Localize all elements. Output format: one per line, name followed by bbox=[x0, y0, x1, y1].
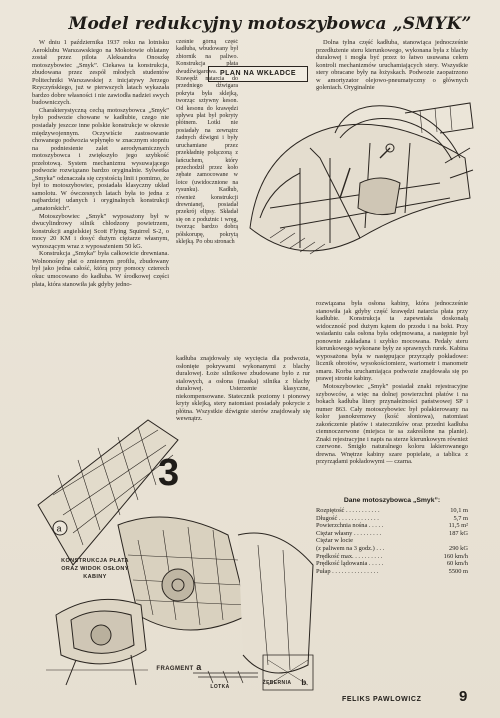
spec-label: Prędkość lądowania . . . . . bbox=[316, 560, 384, 568]
plan-banner: PLAN NA WKŁADCE bbox=[208, 66, 308, 82]
specifications-table bbox=[316, 497, 468, 575]
spec-label: Rozpiętość . . . . . . . . . . . bbox=[316, 507, 380, 514]
spec-value: 5500 m bbox=[448, 567, 468, 575]
spec-label: (z paliwem na 3 godz.) . . . bbox=[316, 544, 385, 552]
spec-value bbox=[464, 537, 468, 545]
article-title: Model redukcyjny motoszybowca „SMYK” bbox=[68, 14, 472, 34]
spec-row bbox=[316, 568, 468, 576]
paragraph: Charakterystyczną cechą motoszybowca „Smyk” było podwozie chowane w kadłubie, czego nie posiadały jeszcze inne polskie konstrukcje w okresie międzywojennym. Oczywiście zastosowanie chowanego podwozia wpłynęło w znacznym stopniu na podniesienie zalet aerodynamicznych motoszybowca i zwiększyło jego szybkość przełotową. System mechanizmu wysuwającego podwozie rozwiązano bardzo oryginalnie. Sylwetka „Smyka” odznaczała się czystością linii i pomimo, że był to motoszybowiec, posiadała klasyczny układ samolotu. W ówczesnych latach była to jedna z najbardziej udanych i oryginalnych konstrukcji „amatorskich”. bbox=[32, 106, 169, 213]
spec-row bbox=[316, 530, 468, 538]
specs-title: Dane motoszybowca „Smyk”: bbox=[343, 497, 441, 504]
spec-row bbox=[316, 553, 468, 561]
paragraph: Motoszybowiec „Smyk” posiadał znaki rejestracyjne szybowców, a więc na dolnej powierzchni płatów i na bokach kadłuba litery przynałeżności państwowej SP i numer 863. Cały motoszybowiec był polakierowany na kolor jasnokremowy (kość słoniowa), natomiast zakończenie płatów i stateczników oraz przedni kadłuba ciemnoczerwone (miejsca te sa zakreślone na planie). Znaki rejestracyjne i napis na sterze kierunkowym również czerwone. Śmigło naturalnego koloru lakierowanego drewna. Wnętrze kabiny szare popielate, a tablica z przyrządami pokładowymi — czarna. bbox=[316, 383, 468, 466]
spec-row bbox=[316, 537, 468, 545]
paragraph: W dniu 1 października 1937 roku na lotnisku Aeroklubu Warszawskiego na Mokotowie oblatany został przez pilota Aleksandra Onoszkę motoszybowiec „Smyk”. Ciekawa ta konstrukcja, zbudowana przez zespół młodych studentów Politechniki Warszawskiej z inicjatywy Jerzego Rzyczyńskiego, już w pierwszych latach wykazała bardzo dobre własności i nie zawiodła nadziei swych budowniczych. bbox=[32, 39, 169, 107]
spec-label: Powierzchnia nośna . . . . . bbox=[316, 522, 384, 530]
spec-value: 11,5 m² bbox=[448, 522, 468, 530]
spec-row bbox=[316, 522, 468, 530]
figure-number-3: 3 bbox=[158, 452, 180, 494]
spec-label: Ciężar w locie bbox=[316, 537, 353, 545]
paragraph: Konstrukcja „Smyka” była całkowicie drewniana. Wolnonośny płat o zmiennym profilu, zbudowany był jako jedna całość, którą przy pomocy czterech okuc umocowano do kadłuba. W środkowej części płata, która stanowiła jak gdyby jedno- bbox=[32, 250, 169, 288]
spec-value: 5,7 m bbox=[453, 514, 468, 522]
paragraph: rozwiązana była osłona kabiny, która jednocześnie stanowiła jak gdyby część krawędzi natarcia płata przy kadłubie. Konstrukcja ta zapewniała doskonałą widoczność pod dużym kątem do przodu i na boki. Przy wsiadaniu cała osłona była odejmowana, a następnie był ponownie zakładana i szybko mocowana. Pedały steru kierunkowego wykonane były ze sprawnych rurek. Kabina wyposażona była w następujące przyrządy pokładowe: licznik obrotów, wysokościomierz, wariometr i manometr smaru. Korba uruchamiająca podwozie znajdowała się po prawej stronie kabiny. bbox=[316, 300, 468, 383]
spec-label: Ciężar własny . . . . . . . . . bbox=[316, 529, 382, 537]
cockpit-cutaway-illustration bbox=[240, 88, 475, 293]
spec-label: Długość . . . . . . . . . . . . . bbox=[316, 514, 379, 522]
label-kabiny: KABINY bbox=[83, 574, 107, 580]
spec-label: Prędkość max. . . . . . . . . . bbox=[316, 552, 383, 560]
author-byline: FELIKS PAWLOWICZ bbox=[342, 696, 422, 703]
marker-a: a bbox=[56, 523, 62, 534]
spec-value: 187 kG bbox=[449, 529, 468, 537]
spec-row bbox=[316, 515, 468, 523]
paragraph: Dolna tylna część kadłuba, stanowiąca jednocześnie przedłużenie steru kierunkowego, wykonana była z blachy duralowej i mogła być przez to łatwo usuwana celem kontroli mechanizmów uruchamiających stery. Wszystkie stery obracane były na łożyskach. Podwozie zaopatrzono w amortyzator olejowo-pneumatyczny o głównych goleniach. Oryginalnie bbox=[316, 39, 468, 92]
page-number: 9 bbox=[459, 688, 468, 705]
paragraph: Motoszybowiec „Smyk” wyposażony był w dwucylindrowy silnik chłodzony powietrzem, konstrukcji angielskiej Scott Flying Squirrel S-2, o mocy 20 KM i dosyć dużym ciężarze własnym, wynoszącym wraz z wyposażeniem 50 kG. bbox=[32, 212, 169, 250]
spec-value: 10,1 m bbox=[450, 507, 468, 514]
spec-value: 290 kG bbox=[449, 544, 468, 552]
label-lotka: LOTKA bbox=[210, 684, 230, 690]
paragraph: kadłuba znajdowały się wycięcia dla podwozia, osłonięte pokrywami wykonanymi z blachy duralowej. Łoże silnikowe zbudowane było z rur stalowych, a osłona (maska) silnika z blachy duralowej. Usterzenie klasyczne, niekompensowane. Statecznik poziomy i pionowy kryty sklejką, stery natomiast posiadały pokrycie z płótna. Wszystkie dźwignie sterów znajdowały się wewnątrz. bbox=[176, 355, 310, 423]
label-fragment-a: a bbox=[196, 662, 202, 672]
label-zebernia: ŻEBERNIA bbox=[262, 680, 292, 686]
paragraph: cześnie górną część kadłuba, wbudowany był zbiornik na paliwo. Konstrukcja płata dwudźwigarowa. Krawędź natarcia do przedniego dźwigara pokryta była sklejką, tworząc sztywny keson. Od kesonu do krawędzi spływu płat był pokryty płótnem. Lotki nie posiadały na zewnątrz żadnych dźwigni i były uruchamiane przez przekładnię połączoną z łańcuchem, który przechodził przez koło zębate zamocowane w lotce (uwidocznione na rysunku). Kadłub, również konstrukcji drewnianej, posiadał przekrój elipsy. Składał się on z podużnic i wręg, tworząc bardzo dobrą półskorupę, pokrytą sklejką. Po obu stronach bbox=[176, 39, 238, 245]
spec-row bbox=[316, 545, 468, 553]
spec-value: 160 km/h bbox=[443, 552, 468, 560]
spec-value: 60 km/h bbox=[446, 560, 468, 568]
spec-row bbox=[316, 560, 468, 568]
text-column-3-bottom bbox=[316, 300, 468, 495]
label-widok: ORAZ WIDOK OSŁONY bbox=[61, 566, 129, 572]
label-b: b bbox=[301, 678, 307, 687]
spec-label: Pułap . . . . . . . . . . . . . . . bbox=[316, 567, 379, 575]
label-fragment: FRAGMENT bbox=[156, 666, 194, 672]
label-konstrukcja: KONSTRUKCJA PŁATA bbox=[61, 558, 129, 564]
spec-row bbox=[316, 507, 468, 515]
